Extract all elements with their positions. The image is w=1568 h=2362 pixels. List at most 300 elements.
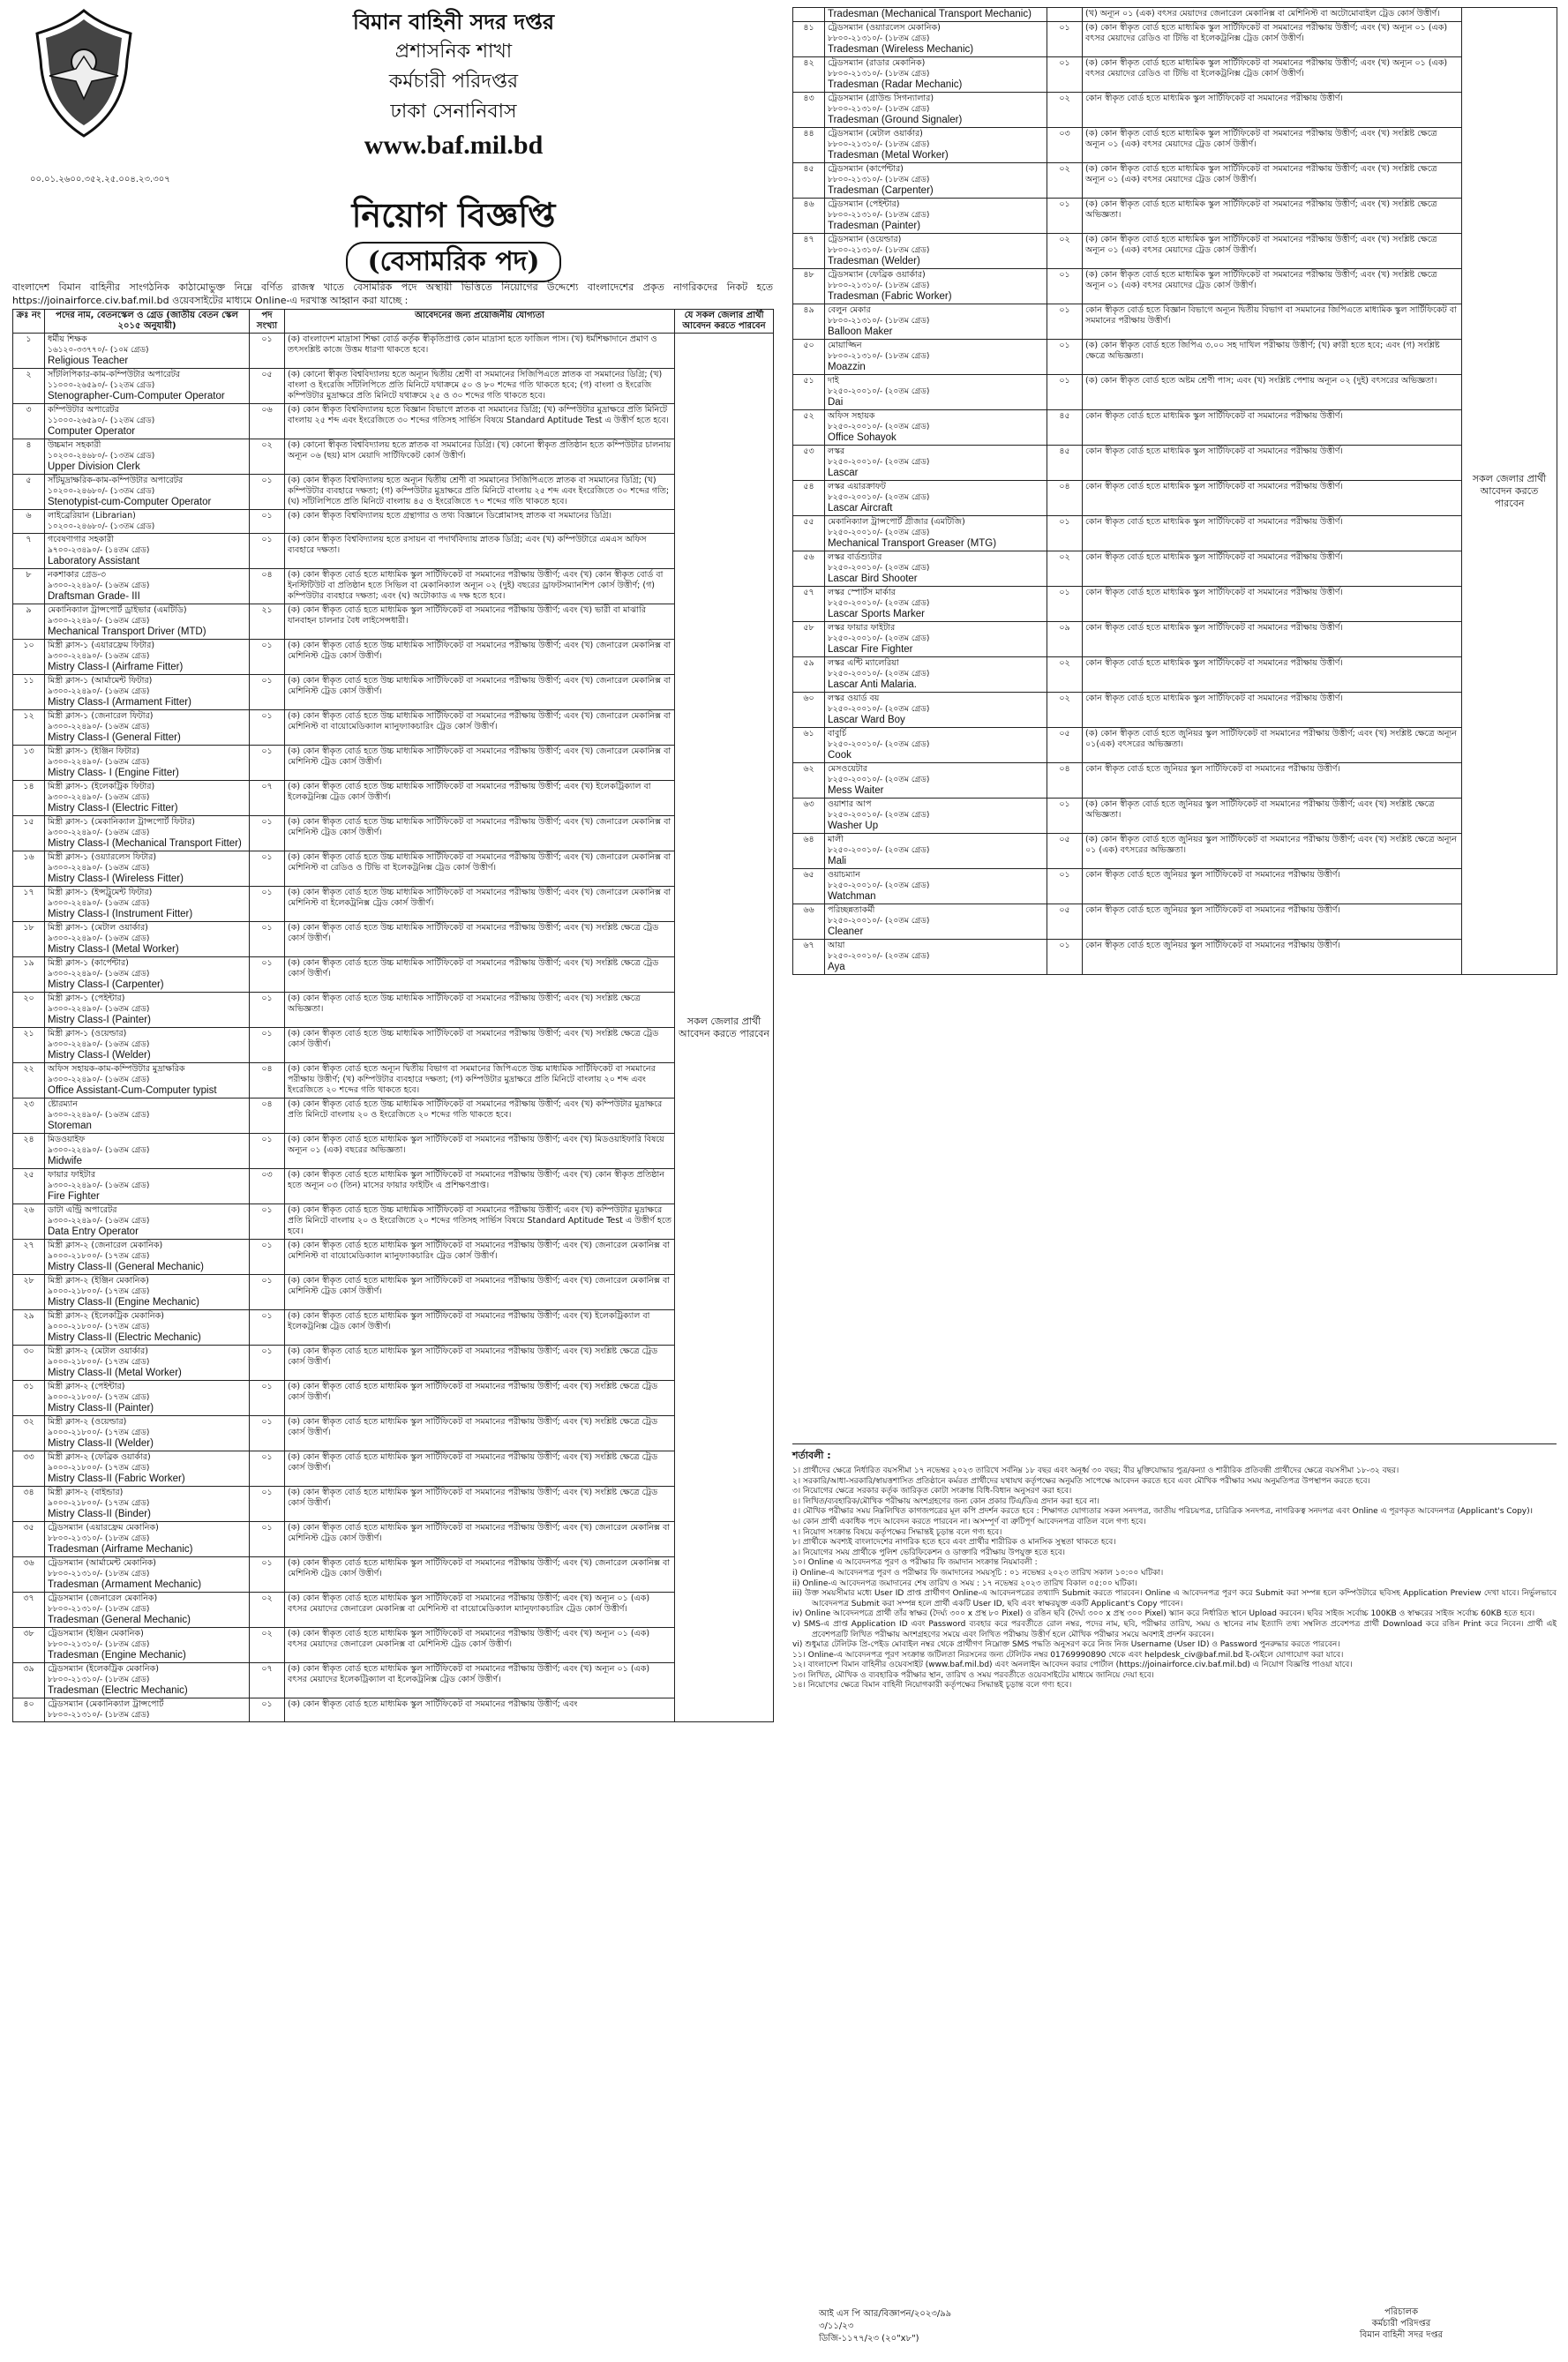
row-serial: ৫০ — [793, 340, 825, 375]
post-grade: ৯৩০০-২২৪৯০/- (১৬তম গ্রেড) — [48, 581, 150, 590]
row-count: ০১ — [250, 1275, 285, 1310]
post-name-bn: লস্কর — [828, 446, 845, 456]
post-grade: ৯৩০০-২২৪৯০/- (১৬তম গ্রেড) — [48, 723, 150, 731]
row-count: ০৫ — [1047, 834, 1083, 869]
table-row — [793, 410, 1557, 446]
row-post — [45, 534, 250, 569]
row-count: ০১ — [250, 640, 285, 675]
post-name-en: Midwife — [48, 1156, 82, 1166]
website-link[interactable]: www.baf.mil.bd — [364, 131, 544, 160]
memo-number: ০০.০১.২৬০০.৩৫২.২৫.০০৪.২৩.৩০৭ — [30, 175, 170, 184]
post-name-en: Lascar Bird Shooter — [828, 574, 918, 584]
post-name-bn: মিস্ত্রী ক্লাস-১ (মেকানিক্যাল ট্রান্সপোর্ট ফিটার) — [48, 817, 195, 827]
post-grade: ৮২৫০-২০০১০/- (২০তম গ্রেড) — [828, 634, 930, 643]
post-name-bn: ট্রেডসম্যান (পেইন্টার) — [828, 199, 900, 209]
row-post — [45, 1204, 250, 1240]
term-item: ii) Online-এ আবেদনপত্র জমাদানের শেষ তারিখ ও সময় : ১৭ নভেম্বর ২০২৩ তারিখ বিকাল ০৫:০০ ঘটিকা। — [792, 1578, 1137, 1588]
table-row — [793, 304, 1557, 340]
post-grade: ৮২৫০-২০০১০/- (২০তম গ্রেড) — [828, 705, 930, 714]
row-qualification: (ক) কোন স্বীকৃত বোর্ড হতে মাধ্যমিক স্কুল সার্টিফিকেট বা সমমানের পরীক্ষায় উত্তীর্ণ; এবং (খ) সংশ্লিষ্ট ক্ষেত্রে ট্রেড কোর্স উত্তীর্ণ। — [285, 1381, 675, 1416]
row-qualification: (ক) কোন স্বীকৃত বোর্ড হতে মাধ্যমিক স্কুল সার্টিফিকেট বা সমমানের পরীক্ষায় উত্তীর্ণ; এবং (খ) সংশ্লিষ্ট ক্ষেত্রে অন্যূন ০১ (এক) বৎসর মেয়াদের ট্রেড কোর্স উত্তীর্ণ। — [1083, 128, 1462, 163]
row-qualification: (ক) কোনো স্বীকৃত বিশ্ববিদ্যালয় হতে অন্যূন দ্বিতীয় শ্রেণী বা সমমানের সিজিপিএতে স্নাতক বা সমমানের ডিগ্রি; (খ) বাংলা ও ইংরেজি সাঁটলিপিতে প্রতি মিনিটে যথাক্রমে ৫০ ও ৮০ শব্দের গতি থাকতে হবে; (গ) বাংলা ও ইংরেজি কম্পিউটার মুদ্রাক্ষরে প্রতি মিনিটে যথাক্রমে ২৫ ও ৩০ শব্দের গতি থাকতে হবে। — [285, 369, 675, 404]
row-qualification: (ক) কোন স্বীকৃত বোর্ড হতে মাধ্যমিক স্কুল সার্টিফিকেট বা সমমানের পরীক্ষায় উত্তীর্ণ; এবং (খ) কোন স্বীকৃত বোর্ড বা ইনস্টিটিউট বা প্রতিষ্ঠান হতে সিভিল বা মেকানিক্যাল অন্যূন ০২ (দুই) বছরের ড্রাফটসম্যানশিপ কোর্স উত্তীর্ণ; (গ) কম্পিউটার ব্যবহারে দক্ষতা; এবং (ঘ) অটোক্যাড এ দক্ষ হতে হবে। — [285, 569, 675, 604]
row-qualification: (ক) কোন স্বীকৃত বিশ্ববিদ্যালয় হতে অন্যূন দ্বিতীয় শ্রেণী বা সমমানের সিজিপিএতে স্নাতক বা সমমানের ডিগ্রি; (খ) কম্পিউটার ব্যবহারে দক্ষতা; (গ) কম্পিউটার মুদ্রাক্ষরে প্রতি মিনিটে বাংলায় ২৫ শব্দ এবং ইংরেজিতে ৩০ শব্দের গতি; (ঘ) সাঁটলিপিতে প্রতি মিনিটে বাংলায় ৪৫ ও ইংরেজিতে ৭০ শব্দের গতি থাকতে হবে। — [285, 475, 675, 510]
row-count: ০১ — [250, 887, 285, 922]
row-count: ০২ — [1047, 93, 1083, 128]
notice-title: নিয়োগ বিজ্ঞপ্তি — [351, 195, 556, 235]
post-name-bn: ট্রেডসম্যান (মেটাল ওয়ার্কার) — [828, 129, 923, 139]
table-row — [793, 763, 1557, 799]
table-row — [793, 551, 1557, 587]
row-qualification: (ক) কোন স্বীকৃত বোর্ড হতে মাধ্যমিক স্কুল সার্টিফিকেট বা সমমানের পরীক্ষায় উত্তীর্ণ; এবং (খ) সংশ্লিষ্ট ক্ষেত্রে ট্রেড কোর্স উত্তীর্ণ। — [285, 1346, 675, 1381]
row-serial: ১২ — [13, 710, 45, 746]
row-post — [45, 1381, 250, 1416]
row-qualification: (ক) কোন স্বীকৃত বোর্ড হতে উচ্চ মাধ্যমিক সার্টিফিকেট বা সমমানের পরীক্ষায় উত্তীর্ণ; এবং (খ) সংশ্লিষ্ট ক্ষেত্রে ট্রেড কোর্স উত্তীর্ণ। — [285, 922, 675, 957]
post-grade: ৮৮০০-২১৩১০/- (১৮তম গ্রেড) — [828, 281, 930, 290]
term-item: ১৩। লিখিত, মৌখিক ও ব্যবহারিক পরীক্ষার স্থান, তারিখ ও সময় পরবর্তীতে ওয়েবসাইটের মাধ্যমে জানিয়ে দেয়া হবে। — [792, 1670, 1154, 1680]
post-grade: ৯০০০-২১৮০০/- (১৭তম গ্রেড) — [48, 1323, 150, 1331]
post-grade: ৮৮০০-২১৩১০/- (১৮তম গ্রেড) — [828, 246, 930, 255]
row-serial: ৪ — [13, 439, 45, 475]
post-name-en: Lascar Ward Boy — [828, 715, 905, 725]
post-name-en: Mistry Class-II (Metal Worker) — [48, 1368, 182, 1378]
row-count: ০১ — [250, 957, 285, 993]
row-count: ০১ — [250, 1310, 285, 1346]
post-name-en: Moazzin — [828, 362, 866, 372]
post-name-en: Tradesman (Mechanical Transport Mechanic) — [828, 9, 1032, 19]
post-name-en: Mechanical Transport Driver (MTD) — [48, 626, 206, 637]
table-row — [793, 693, 1557, 728]
row-qualification: (ক) কোন স্বীকৃত বোর্ড হতে জুনিয়র স্কুল সার্টিফিকেট বা সমমানের পরীক্ষায় উত্তীর্ণ; এবং (খ) সংশ্লিষ্ট ক্ষেত্রে অন্যূন ০১ (এক) বৎসরের অভিজ্ঞতা। — [1083, 834, 1462, 869]
post-name-en: Mistry Class-I (Carpenter) — [48, 979, 164, 990]
table-row — [13, 1381, 774, 1416]
post-grade: ৮২৫০-২০০১০/- (২০তম গ্রেড) — [828, 493, 930, 502]
row-count: ০৪ — [1047, 481, 1083, 516]
post-name-en: Tradesman (Wireless Mechanic) — [828, 44, 974, 55]
row-quota: সকল জেলার প্রার্থী আবেদন করতে পারবেন — [1462, 8, 1557, 975]
header-quota: যে সকল জেলার প্রার্থী আবেদন করতে পারবেন — [675, 310, 774, 334]
row-serial: ২২ — [13, 1063, 45, 1099]
row-count: ০১ — [250, 1346, 285, 1381]
table-row — [793, 269, 1557, 304]
row-serial: ৯ — [13, 604, 45, 640]
post-grade: ৮২৫০-২০০১০/- (২০তম গ্রেড) — [828, 776, 930, 784]
location-name: ঢাকা সেনানিবাস — [390, 101, 517, 123]
table-row — [793, 904, 1557, 940]
row-post — [45, 569, 250, 604]
post-name-bn: অফিস সহায়ক-কাম-কম্পিউটার মুদ্রাক্ষরিক — [48, 1064, 185, 1074]
row-count: ০৭ — [250, 781, 285, 816]
row-count: ০৩ — [1047, 128, 1083, 163]
row-qualification: (ক) কোন স্বীকৃত বোর্ড হতে মাধ্যমিক স্কুল সার্টিফিকেট বা সমমানের পরীক্ষায় উত্তীর্ণ; এবং (খ) অন্যূন ০১ (এক) বৎসর মেয়াদের রেডিও বা টিভি বা ইলেকট্রনিক্স ট্রেড কোর্স উত্তীর্ণ। — [1083, 57, 1462, 93]
post-name-en: Mess Waiter — [828, 785, 884, 796]
table-row — [13, 993, 774, 1028]
row-count: ০১ — [1047, 516, 1083, 551]
row-serial: ১৬ — [13, 851, 45, 887]
row-qualification: (ক) কোন স্বীকৃত বোর্ড হতে উচ্চ মাধ্যমিক সার্টিফিকেট বা সমমানের পরীক্ষায় উত্তীর্ণ; এবং (খ) জেনারেল মেকানিক্স বা মেশিনিস্ট ট্রেড কোর্স উত্তীর্ণ। — [285, 640, 675, 675]
row-serial: ১৯ — [13, 957, 45, 993]
post-name-bn: ট্রেডসম্যান (জেনারেল মেকানিক) — [48, 1593, 158, 1603]
post-name-bn: মিস্ত্রী ক্লাস-১ (এয়ারফ্রেম ফিটার) — [48, 641, 155, 650]
post-grade: ৮২৫০-২০০১০/- (২০তম গ্রেড) — [828, 387, 930, 396]
row-post — [45, 1275, 250, 1310]
post-grade: ৯০০০-২১৮০০/- (১৭তম গ্রেড) — [48, 1287, 150, 1296]
term-item: iii) উক্ত সময়সীমার মধ্যে User ID প্রাপ্ত প্রার্থীগণ Online-এ আবেদনপত্রের তথ্যাদি Submit করতে পারবেন। Online এ আবেদনপত্র পূরণ করে Submit করা সম্পন্ন হলে কম্পিউটারে ছবিসহ Application Preview দেখা যাবে। নির্ভুলভাবে আবেদনপত্র Submit করা সম্পন্ন হলে প্রার্থী একটি User ID, ছবি এবং স্বাক্ষরযুক্ত একটি Applicant's Copy পাবেন। — [792, 1589, 1557, 1608]
table-row — [13, 475, 774, 510]
row-serial: ৩২ — [13, 1416, 45, 1451]
post-name-en: Mistry Class-I (Painter) — [48, 1015, 151, 1025]
post-grade: ৯৩০০-২২৪৯০/- (১৬তম গ্রেড) — [48, 1217, 150, 1226]
row-qualification: (ক) কোন স্বীকৃত বোর্ড হতে মাধ্যমিক স্কুল সার্টিফিকেট বা সমমানের পরীক্ষায় উত্তীর্ণ; এবং (খ) সংশ্লিষ্ট ক্ষেত্রে অভিজ্ঞতা। — [1083, 199, 1462, 234]
post-name-bn: মিস্ত্রী ক্লাস-২ (ওয়েল্ডার) — [48, 1417, 127, 1427]
post-name-bn: মিস্ত্রী ক্লাস-২ (বাইন্ডার) — [48, 1488, 124, 1497]
row-qualification: (ক) কোন স্বীকৃত বোর্ড হতে মাধ্যমিক স্কুল সার্টিফিকেট বা সমমানের পরীক্ষায় উত্তীর্ণ; এবং (খ) সংশ্লিষ্ট ক্ষেত্রে অন্যূন ০১ (এক) বৎসর মেয়াদের ট্রেড কোর্স উত্তীর্ণ। — [1083, 269, 1462, 304]
table-row — [13, 1663, 774, 1698]
row-serial: ২৪ — [13, 1134, 45, 1169]
post-grade: ৮৮০০-২১৩১০/- (১৮তম গ্রেড) — [48, 1570, 150, 1578]
header-sl: ক্রঃ নং — [13, 310, 45, 334]
row-count: ০১ — [1047, 940, 1083, 975]
post-name-bn: লস্কর ওয়ার্ড বয় — [828, 694, 880, 703]
post-grade: ৮২৫০-২০০১০/- (২০তম গ্রেড) — [828, 811, 930, 820]
post-name-bn: ট্রেডসম্যান (রাডার মেকানিক) — [828, 58, 926, 68]
post-grade: ৮২৫০-২০০১০/- (২০তম গ্রেড) — [828, 529, 930, 537]
table-row — [13, 404, 774, 439]
post-grade: ৯৩০০-২২৪৯০/- (১৬তম গ্রেড) — [48, 1005, 150, 1014]
post-grade: ৯৩০০-২২৪৯০/- (১৬তম গ্রেড) — [48, 899, 150, 908]
row-count: ০২ — [250, 1593, 285, 1628]
post-name-en: Computer Operator — [48, 426, 136, 437]
post-name-en: Mistry Class-II (Binder) — [48, 1509, 151, 1519]
baf-logo — [32, 7, 136, 139]
post-name-en: Tradesman (Radar Mechanic) — [828, 79, 963, 90]
post-grade: ৯৩০০-২২৪৯০/- (১৬তম গ্রেড) — [48, 687, 150, 696]
row-serial: ২৬ — [13, 1204, 45, 1240]
branch-name: প্রশাসনিক শাখা — [394, 41, 513, 63]
table-row — [793, 940, 1557, 975]
row-post — [825, 587, 1047, 622]
row-serial — [793, 8, 825, 22]
row-serial: ৬১ — [793, 728, 825, 763]
row-serial: ৬০ — [793, 693, 825, 728]
row-count: ০১ — [250, 334, 285, 369]
row-serial: ৩০ — [13, 1346, 45, 1381]
term-item: i) Online-এ আবেদনপত্র পূরণ ও পরীক্ষার ফি জমাদানের সময়সূচি : ০১ নভেম্বর ২০২৩ তারিখ সকাল ১০:০০ ঘটিকা। — [792, 1568, 1164, 1578]
row-qualification: (ক) কোন স্বীকৃত বোর্ড হতে উচ্চ মাধ্যমিক সার্টিফিকেট বা সমমানের পরীক্ষায় উত্তীর্ণ; এবং (খ) জেনারেল মেকানিক্স বা মেশিনিস্ট বা বায়োমেডিক্যাল ম্যানুফ্যাকচারিং ট্রেড কোর্স উত্তীর্ণ। — [285, 710, 675, 746]
row-qualification: (ক) কোন স্বীকৃত বোর্ড হতে মাধ্যমিক স্কুল সার্টিফিকেট বা সমমানের পরীক্ষায় উত্তীর্ণ; এবং (খ) সংশ্লিষ্ট ক্ষেত্রে অন্যূন ০১ (এক) বৎসর মেয়াদের ট্রেড কোর্স উত্তীর্ণ। — [1083, 234, 1462, 269]
term-item: iv) Online আবেদনপত্রে প্রার্থী তাঁর স্বাক্ষর (দৈর্ঘ্য ৩০০ x প্রস্থ ৮০ Pixel) ও রঙিন ছবি (দৈর্ঘ্য ৩০০ x প্রস্থ ৩০০ Pixel) স্ক্যান করে নির্ধারিত স্থানে Upload করবেন। ছবির সাইজ সর্বোচ্চ 100KB ও স্বাক্ষরের সাইজ সর্বোচ্চ 60KB হতে হবে। — [792, 1609, 1535, 1619]
post-name-en: Lascar — [828, 468, 859, 478]
row-post — [825, 22, 1047, 57]
row-serial: ২৮ — [13, 1275, 45, 1310]
post-name-en: Mistry Class-II (Electric Mechanic) — [48, 1332, 201, 1343]
post-name-bn: নকশাকার গ্রেড-৩ — [48, 570, 106, 580]
post-name-en: Dai — [828, 397, 844, 408]
post-name-bn: ষ্টোরম্যান — [48, 1099, 78, 1109]
table-row — [13, 781, 774, 816]
row-count: ০৫ — [1047, 904, 1083, 940]
row-post — [45, 710, 250, 746]
table-row — [13, 569, 774, 604]
post-grade: ৮৮০০-২১৩১০/- (১৮তম গ্রেড) — [48, 1640, 150, 1649]
row-qualification: (ক) বাংলাদেশ মাদ্রাসা শিক্ষা বোর্ড কর্তৃক স্বীকৃতিপ্রাপ্ত কোন মাদ্রাসা হতে ফাজিল পাস। (খ) ধর্মশিক্ষাদানে প্রমাণ ও তৎসংশ্লিষ্ট কাজে উত্তম ধারণা থাকতে হবে। — [285, 334, 675, 369]
term-item: ৭। নিয়োগ সংক্রান্ত বিষয়ে কর্তৃপক্ষের সিদ্ধান্তই চূড়ান্ত বলে গণ্য হবে। — [792, 1527, 1002, 1537]
row-count: ০২ — [1047, 693, 1083, 728]
row-count: ০১ — [1047, 304, 1083, 340]
table-row — [13, 957, 774, 993]
row-post — [45, 675, 250, 710]
row-serial: ৩ — [13, 404, 45, 439]
row-count: ০১ — [1047, 269, 1083, 304]
post-grade: ৮৮০০-২১৩১০/- (১৮তম গ্রেড) — [48, 1534, 150, 1543]
row-qualification: (ক) কোন স্বীকৃত বোর্ড হতে মাধ্যমিক স্কুল সার্টিফিকেট বা সমমানের পরীক্ষায় উত্তীর্ণ; এবং (খ) কোন স্বীকৃত প্রতিষ্ঠান হতে অন্যূন ০৩ (তিন) মাসের ফায়ার ফাইটিং এ প্রশিক্ষণপ্রাপ্ত। — [285, 1169, 675, 1204]
post-name-en: Tradesman (General Mechanic) — [48, 1615, 191, 1625]
table-row — [13, 1169, 774, 1204]
post-name-bn: লস্কর ফায়ার ফাইটার — [828, 623, 896, 633]
table-row — [13, 1063, 774, 1099]
post-grade: ৮২৫০-২০০১০/- (২০তম গ্রেড) — [828, 740, 930, 749]
row-qualification: (ক) কোন স্বীকৃত বোর্ড হতে মাধ্যমিক স্কুল সার্টিফিকেট বা সমমানের পরীক্ষায় উত্তীর্ণ; এবং (খ) ইলেকট্রিক্যাল বা ইলেকট্রনিক্স ট্রেড কোর্স উত্তীর্ণ। — [285, 1310, 675, 1346]
posts-table-left — [12, 309, 773, 1722]
row-post — [45, 439, 250, 475]
post-name-bn: সাঁটলিপিকার-কাম-কম্পিউটার অপারেটর — [48, 370, 181, 379]
row-count: ০১ — [250, 475, 285, 510]
post-name-bn: বেলুন মেকার — [828, 305, 871, 315]
table-row — [793, 622, 1557, 657]
row-serial: ২৭ — [13, 1240, 45, 1275]
row-post — [45, 746, 250, 781]
row-post — [825, 304, 1047, 340]
post-grade: ৮২৫০-২০০১০/- (২০তম গ্রেড) — [828, 670, 930, 679]
post-name-en: Tradesman (Engine Mechanic) — [48, 1650, 186, 1661]
row-post — [45, 1063, 250, 1099]
org-name: বিমান বাহিনী সদর দপ্তর — [352, 9, 555, 34]
row-post — [825, 834, 1047, 869]
row-count: ০১ — [250, 1028, 285, 1063]
row-qualification: (ক) কোন স্বীকৃত বোর্ড হতে উচ্চ মাধ্যমিক সার্টিফিকেট বা সমমানের পরীক্ষায় উত্তীর্ণ; এবং (খ) জেনারেল মেকানিক্স বা মেশিনিস্ট ট্রেড কোর্স উত্তীর্ণ। — [285, 816, 675, 851]
row-post — [45, 1416, 250, 1451]
row-serial: ৩১ — [13, 1381, 45, 1416]
row-post — [45, 1628, 250, 1663]
footer-date: ৩/১১/২৩ — [819, 2321, 854, 2331]
row-serial: ৬২ — [793, 763, 825, 799]
row-qualification: (ক) কোন স্বীকৃত বোর্ড হতে মাধ্যমিক স্কুল সার্টিফিকেট বা সমমানের পরীক্ষায় উত্তীর্ণ; এবং (খ) মিডওয়াইফারি বিষয়ে অন্যূন ০১ (এক) বছরের অভিজ্ঞতা। — [285, 1134, 675, 1169]
post-name-en: Tradesman (Carpenter) — [828, 185, 934, 196]
row-qualification: (ক) কোন স্বীকৃত বোর্ড হতে মাধ্যমিক স্কুল সার্টিফিকেট বা সমমানের পরীক্ষায় উত্তীর্ণ; এবং (খ) সংশ্লিষ্ট ক্ষেত্রে ট্রেড কোর্স উত্তীর্ণ। — [285, 1416, 675, 1451]
post-name-bn: মিস্ত্রী ক্লাস-১ (ইঞ্জিন ফিটার) — [48, 746, 140, 756]
row-post — [45, 1169, 250, 1204]
row-qualification: (ক) কোন স্বীকৃত বিশ্ববিদ্যালয় হতে গ্রন্থাগার ও তথ্য বিজ্ঞানে ডিপ্লোমাসহ স্নাতক বা সমমানের ডিগ্রি। — [285, 510, 675, 534]
table-row — [13, 1628, 774, 1663]
term-item: ৫। মৌখিক পরীক্ষার সময় নিম্নলিখিত কাগজপত্রের মূল কপি প্রদর্শন করতে হবে : শিক্ষাগত যোগ্যতার সকল সনদপত্র, জাতীয় পরিচয়পত্র, চারিত্রিক সনদপত্র, নাগরিকত্ব সনদপত্র এবং Online এ পূরণকৃত আবেদনপত্র (Applicant's Copy)। — [792, 1507, 1534, 1517]
row-serial: ৫৬ — [793, 551, 825, 587]
table-row — [793, 8, 1557, 22]
signature-block — [1322, 2306, 1481, 2341]
post-name-en: Tradesman (Welder) — [828, 256, 920, 266]
row-serial: ৫৮ — [793, 622, 825, 657]
row-count: ০১ — [250, 710, 285, 746]
row-serial: ২১ — [13, 1028, 45, 1063]
post-name-en: Mistry Class-II (Welder) — [48, 1438, 154, 1449]
post-name-bn: মিস্ত্রী ক্লাস-২ (ইঞ্জিন মেকানিক) — [48, 1276, 149, 1286]
post-name-bn: বাবুর্চি — [828, 729, 847, 739]
post-name-bn: আয়া — [828, 941, 845, 950]
intro-paragraph: বাংলাদেশ বিমান বাহিনীর সাংগঠনিক কাঠামোভুক্ত নিম্নে বর্ণিত রাজস্ব খাতে বেসামরিক পদে অস্থায়ী ভিত্তিতে নিয়োগের উদ্দেশ্যে বাংলাদেশের প্রকৃত নাগরিকদের নিকট হতে https://joinairforce.civ.baf.mil.bd ওয়েবসাইটের মাধ্যমে Online-এ দরখাস্ত আহ্বান করা যাচ্ছে : — [12, 281, 773, 306]
post-name-bn: ট্রেডসম্যান (গ্রাউন্ড সিগন্যালার) — [828, 94, 934, 103]
post-grade: ৯৩০০-২২৪৯০/- (১৬তম গ্রেড) — [48, 970, 150, 979]
table-row — [13, 887, 774, 922]
row-serial: ৩৭ — [13, 1593, 45, 1628]
dg-ref: ডিজি-১১৭৭/২৩ (২০"x৮") — [819, 2334, 919, 2343]
row-count: ০১ — [1047, 799, 1083, 834]
row-serial: ৫৪ — [793, 481, 825, 516]
table-row — [13, 1275, 774, 1310]
row-qualification: কোন স্বীকৃত বোর্ড হতে মাধ্যমিক স্কুল সার্টিফিকেট বা সমমানের পরীক্ষায় উত্তীর্ণ। — [1083, 693, 1462, 728]
post-name-en: Mistry Class-I (General Fitter) — [48, 732, 181, 743]
table-row — [13, 1240, 774, 1275]
table-row — [793, 657, 1557, 693]
row-serial: ৩৪ — [13, 1487, 45, 1522]
row-post — [45, 816, 250, 851]
term-item: ৩। নিয়োগের ক্ষেত্রে সরকার কর্তৃক জারিকৃত কোটা সংক্রান্ত বিধি-বিধান অনুসরণ করা হবে। — [792, 1487, 1072, 1496]
row-post — [45, 1593, 250, 1628]
post-name-bn: ট্রেডসম্যান (মেকানিক্যাল ট্রান্সপোর্ট — [48, 1699, 164, 1709]
post-name-en: Tradesman (Ground Signaler) — [828, 115, 963, 125]
post-name-bn: পরিচ্ছন্নতাকর্মী — [828, 905, 875, 915]
table-row — [13, 439, 774, 475]
post-name-en: Watchman — [828, 891, 876, 902]
post-grade: ৮২৫০-২০০১০/- (২০তম গ্রেড) — [828, 952, 930, 961]
post-name-bn: ওয়াচম্যান — [828, 870, 860, 880]
post-grade: ৮৮০০-২১৩১০/- (১৮তম গ্রেড) — [828, 211, 930, 220]
row-count: ৪৫ — [1047, 446, 1083, 481]
row-serial: ৫৭ — [793, 587, 825, 622]
post-name-bn: ট্রেডসম্যান (ইলেকট্রিক মেকানিক) — [48, 1664, 159, 1674]
row-qualification: কোন স্বীকৃত বোর্ড হতে মাধ্যমিক স্কুল সার্টিফিকেট বা সমমানের পরীক্ষায় উত্তীর্ণ। — [1083, 516, 1462, 551]
directorate-name: কর্মচারী পরিদপ্তর — [388, 71, 519, 93]
post-grade: ৯০০০-২১৮০০/- (১৭তম গ্রেড) — [48, 1393, 150, 1402]
post-grade: ৮৮০০-২১৩১০/- (১৮তম গ্রেড) — [828, 34, 930, 43]
row-post — [45, 781, 250, 816]
post-grade: ৯০০০-২১৮০০/- (১৭তম গ্রেড) — [48, 1428, 150, 1437]
post-name-en: Mistry Class-II (Painter) — [48, 1403, 154, 1413]
table-row — [13, 334, 774, 369]
table-row — [13, 710, 774, 746]
row-post — [825, 551, 1047, 587]
row-count: ০৭ — [250, 1663, 285, 1698]
post-name-en: Aya — [828, 962, 845, 972]
row-post — [45, 922, 250, 957]
row-qualification: কোন স্বীকৃত বোর্ড হতে মাধ্যমিক স্কুল সার্টিফিকেট বা সমমানের পরীক্ষায় উত্তীর্ণ। — [1083, 622, 1462, 657]
row-serial: ৩৬ — [13, 1557, 45, 1593]
row-serial: ৫২ — [793, 410, 825, 446]
post-name-en: Lascar Aircraft — [828, 503, 893, 514]
post-grade: ৯০০০-২১৮০০/- (১৭তম গ্রেড) — [48, 1499, 150, 1508]
post-name-en: Fire Fighter — [48, 1191, 100, 1202]
post-grade: ৯৩০০-২২৪৯০/- (১৬তম গ্রেড) — [48, 934, 150, 943]
row-serial: ৬ — [13, 510, 45, 534]
row-count: ০১ — [250, 816, 285, 851]
row-post — [825, 57, 1047, 93]
post-grade: ৯৩০০-২২৪৯০/- (১৬তম গ্রেড) — [48, 758, 150, 767]
row-serial: ৬৭ — [793, 940, 825, 975]
post-grade: ৯৩০০-২২৪৯০/- (১৬তম গ্রেড) — [48, 1146, 150, 1155]
row-serial: ৪৬ — [793, 199, 825, 234]
post-grade: ৮২৫০-২০০১০/- (২০তম গ্রেড) — [828, 881, 930, 890]
row-post — [825, 763, 1047, 799]
row-qualification: কোন স্বীকৃত বোর্ড হতে মাধ্যমিক স্কুল সার্টিফিকেট বা সমমানের পরীক্ষায় উত্তীর্ণ। — [1083, 657, 1462, 693]
row-count: ৪৫ — [1047, 410, 1083, 446]
post-grade: ৯৩০০-২২৪৯০/- (১৬তম গ্রেড) — [48, 864, 150, 873]
table-row — [13, 1698, 774, 1722]
row-serial: ১৮ — [13, 922, 45, 957]
row-post — [45, 1346, 250, 1381]
row-count: ০১ — [250, 851, 285, 887]
row-serial: ৩৯ — [13, 1663, 45, 1698]
row-quota: সকল জেলার প্রার্থী আবেদন করতে পারবেন — [675, 334, 774, 1722]
table-row — [793, 869, 1557, 904]
post-grade: ৮২৫০-২০০১০/- (২০তম গ্রেড) — [828, 846, 930, 855]
post-grade: ৮২৫০-২০০১০/- (২০তম গ্রেড) — [828, 599, 930, 608]
post-name-en: Draftsman Grade- III — [48, 591, 140, 602]
sign-directorate: কর্মচারী পরিদপ্তর — [1371, 2319, 1431, 2328]
row-count: ০২ — [1047, 657, 1083, 693]
post-name-bn: মোয়াজ্জিন — [828, 341, 862, 350]
post-name-bn: মালী — [828, 835, 844, 844]
row-qualification: (ক) কোন স্বীকৃত বোর্ড হতে উচ্চ মাধ্যমিক সার্টিফিকেট বা সমমানের পরীক্ষায় উত্তীর্ণ; এবং (খ) কম্পিউটার মুদ্রাক্ষরে প্রতি মিনিটে বাংলায় ২০ ও ইংরেজিতে ২০ শব্দের গতি থাকতে হবে। — [285, 1099, 675, 1134]
post-name-en: Mistry Class-I (Metal Worker) — [48, 944, 179, 955]
row-post — [45, 1134, 250, 1169]
post-grade: ৯০০০-২১৮০০/- (১৭তম গ্রেড) — [48, 1464, 150, 1473]
post-grade: ৮২৫০-২০০১০/- (২০তম গ্রেড) — [828, 564, 930, 573]
row-count: ০১ — [250, 1416, 285, 1451]
row-qualification: কোন স্বীকৃত বোর্ড হতে বিজ্ঞান বিভাগে অন্যূন দ্বিতীয় বিভাগ বা সমমানের জিপিএতে মাধ্যমিক স্কুল সার্টিফিকেট বা সমমানের পরীক্ষায় উত্তীর্ণ। — [1083, 304, 1462, 340]
table-row — [13, 816, 774, 851]
table-row — [793, 128, 1557, 163]
term-item: v) SMS-এ প্রাপ্ত Application ID এবং Password ব্যবহার করে পরবর্তীতে রোল নম্বর, পদের নাম, ছবি, পরীক্ষার তারিখ, সময় ও স্থানের নাম ইত্যাদি তথ্য সম্বলিত প্রবেশপত্র প্রার্থী Download করে রঙিন Print করে নিবেন। প্রার্থী এই প্রবেশপত্রটি লিখিত পরীক্ষায় অংশগ্রহণের সময়ে এবং লিখিত পরীক্ষায় উত্তীর্ণ হলে মৌখিক পরীক্ষার সময়ে অবশ্যই প্রদর্শন করবেন। — [792, 1619, 1557, 1639]
row-qualification: কোন স্বীকৃত বোর্ড হতে জুনিয়র স্কুল সার্টিফিকেট বা সমমানের পরীক্ষায় উত্তীর্ণ। — [1083, 940, 1462, 975]
terms-heading: শর্তাবলী : — [792, 1450, 831, 1461]
row-serial: ২৯ — [13, 1310, 45, 1346]
post-grade: ৮৮০০-২১৩১০/- (১৮তম গ্রেড) — [828, 70, 930, 79]
row-qualification: (ক) কোন স্বীকৃত বোর্ড হতে জুনিয়র স্কুল সার্টিফিকেট বা সমমানের পরীক্ষায় উত্তীর্ণ; এবং (খ) সংশ্লিষ্ট ক্ষেত্রে অভিজ্ঞতা। — [1083, 799, 1462, 834]
post-grade: ৮৮০০-২১৩১০/- (১৮তম গ্রেড) — [828, 176, 930, 184]
post-name-bn: লস্কর এন্টি ম্যালেরিয়া — [828, 658, 899, 668]
post-name-en: Mistry Class-II (General Mechanic) — [48, 1262, 205, 1272]
post-grade: ৯৩০০-২২৪৯০/- (১৬তম গ্রেড) — [48, 1181, 150, 1190]
post-name-bn: মিস্ত্রী ক্লাস-১ (পেইন্টার) — [48, 994, 125, 1003]
post-name-bn: মিস্ত্রী ক্লাস-১ (জেনারেল ফিটার) — [48, 711, 154, 721]
row-count — [1047, 8, 1083, 22]
row-qualification: (ক) কোন স্বীকৃত বোর্ড হতে জিপিএ ৩.০০ সহ দাখিল পরীক্ষায় উত্তীর্ণ; (খ) ক্বারী হতে হবে; এবং (গ) সংশ্লিষ্ট ক্ষেত্রে অভিজ্ঞতা। — [1083, 340, 1462, 375]
table-row — [793, 163, 1557, 199]
row-post — [825, 269, 1047, 304]
row-serial: ১০ — [13, 640, 45, 675]
row-serial: ২০ — [13, 993, 45, 1028]
row-post — [825, 481, 1047, 516]
post-name-bn: মিস্ত্রী ক্লাস-১ (ওয়েল্ডার) — [48, 1029, 127, 1039]
row-post — [45, 957, 250, 993]
table-row — [793, 799, 1557, 834]
row-post — [825, 657, 1047, 693]
table-row — [13, 1416, 774, 1451]
table-row — [793, 481, 1557, 516]
row-qualification: (ক) কোন স্বীকৃত বোর্ড হতে উচ্চ মাধ্যমিক সার্টিফিকেট বা সমমানের পরীক্ষায় উত্তীর্ণ; এবং (খ) জেনারেল মেকানিক্স বা মেশিনিস্ট বা রেডিও ও টিভি বা ইলেকট্রনিক্স ট্রেড কোর্স উত্তীর্ণ। — [285, 851, 675, 887]
post-name-bn: সাঁটমুদ্রাক্ষরিক-কাম-কম্পিউটার অপারেটর — [48, 476, 184, 485]
post-name-en: Mistry Class-II (Fabric Worker) — [48, 1473, 185, 1484]
row-count: ০২ — [1047, 163, 1083, 199]
post-name-bn: ট্রেডসম্যান (ওয়্যারলেস মেকানিক) — [828, 23, 941, 33]
